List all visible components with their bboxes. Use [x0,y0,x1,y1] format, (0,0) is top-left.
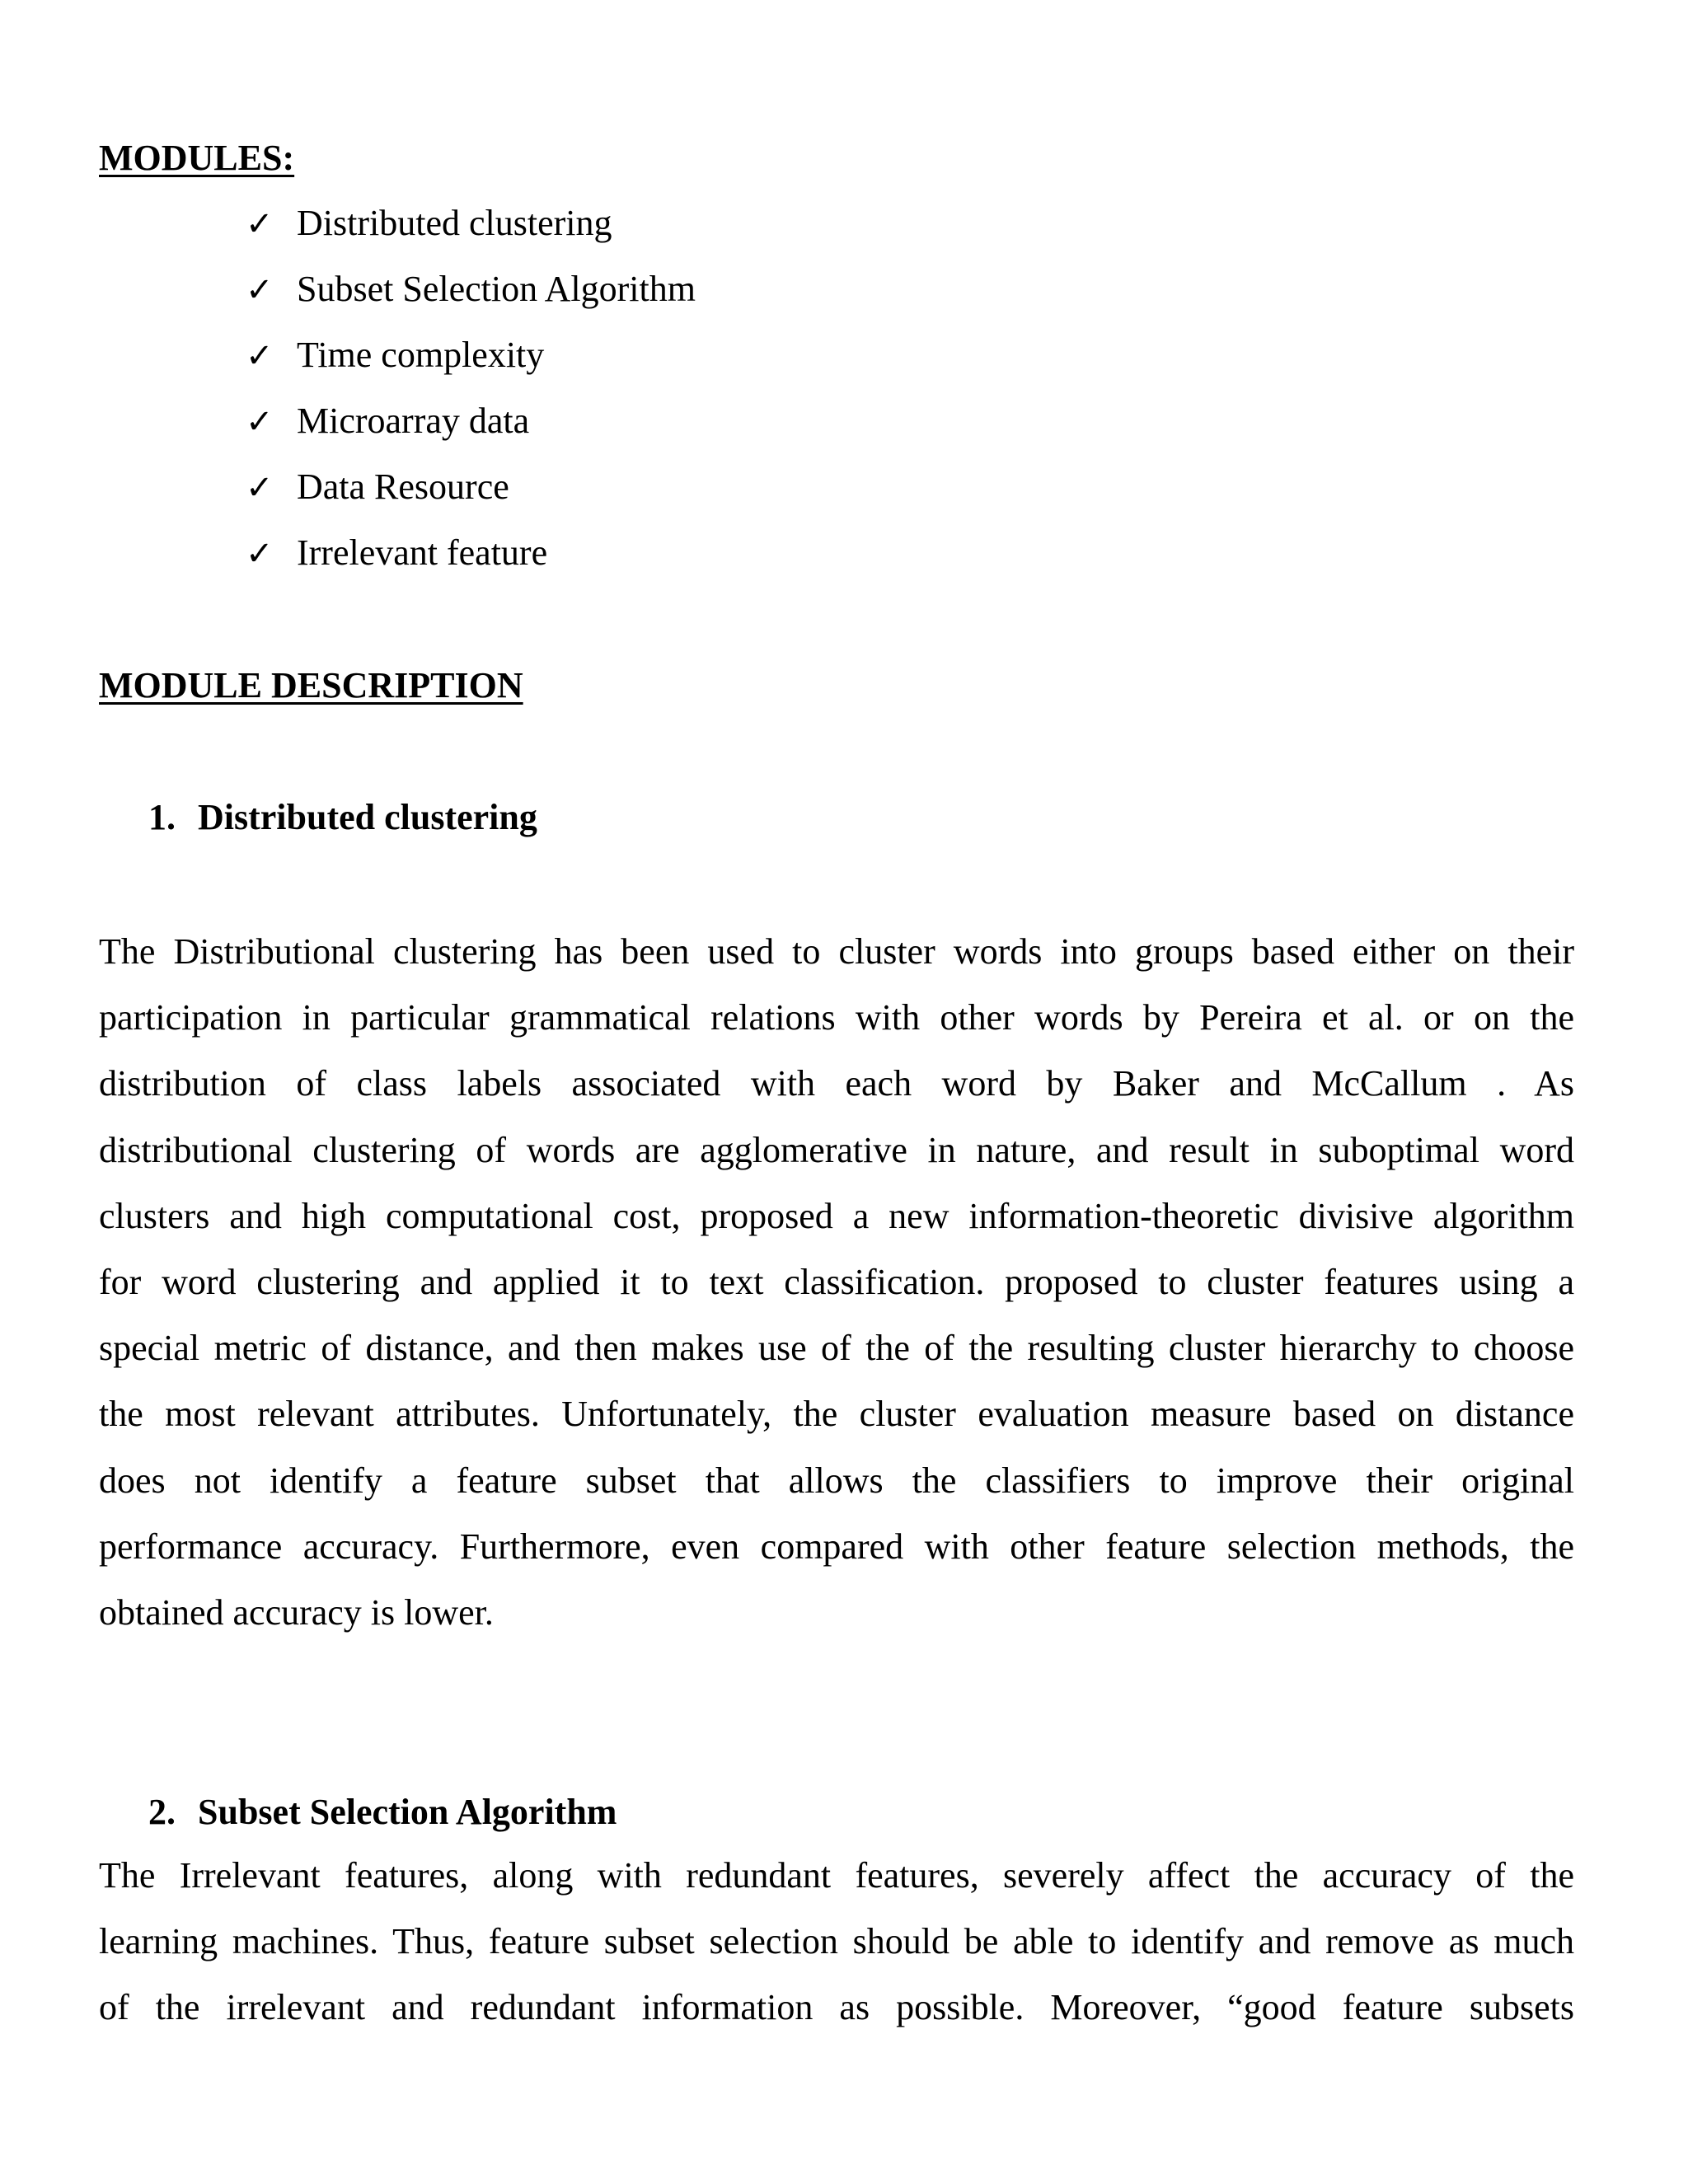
list-item [246,332,696,398]
paragraph-line: distributional clustering of words are agglomerative in nature, and result in suboptimal word [99,1129,1574,1170]
paragraph-line: of the irrelevant and redundant information as possible. Moreover, “good feature subsets [99,1987,1574,2028]
module-description-heading: MODULE DESCRIPTION [99,665,523,705]
paragraph-line: performance accuracy. Furthermore, even compared with other feature selection methods, the [99,1526,1574,1567]
section-1-paragraph [99,919,1574,1646]
checkmark-icon: ✓ [246,403,274,441]
list-item [246,200,696,266]
paragraph-line: special metric of distance, and then makes use of the of the resulting cluster hierarchy to choose [99,1328,1574,1369]
checkmark-icon: ✓ [246,271,274,309]
section-1-title [148,799,537,836]
paragraph-line: participation in particular grammatical relations with other words by Pereira et al. or on the [99,997,1574,1038]
section-2-paragraph [99,1843,1574,2041]
section-number: 1. [148,797,176,837]
paragraph-line: clusters and high computational cost, proposed a new information-theoretic divisive algorithm [99,1195,1574,1236]
checkmark-icon: ✓ [246,337,274,375]
checkmark-icon: ✓ [246,469,274,507]
paragraph-line: the most relevant attributes. Unfortunately, the cluster evaluation measure based on distance [99,1394,1574,1435]
list-item [246,464,696,530]
paragraph-line: The Irrelevant features, along with redundant features, severely affect the accuracy of the [99,1855,1574,1896]
list-item [246,398,696,464]
section-2-title [148,1794,617,1830]
paragraph-line: learning machines. Thus, feature subset selection should be able to identify and remove as much [99,1921,1574,1962]
paragraph-line: does not identify a feature subset that allows the classifiers to improve their original [99,1460,1574,1501]
module-label: Irrelevant feature [297,532,548,573]
list-item [246,266,696,332]
section-title-text: Subset Selection Algorithm [198,1792,617,1832]
modules-list [246,200,696,596]
module-label: Time complexity [297,335,545,375]
checkmark-icon: ✓ [246,535,274,573]
paragraph-line: distribution of class labels associated with each word by Baker and McCallum . As [99,1063,1574,1104]
modules-heading: MODULES: [99,138,295,178]
checkmark-icon: ✓ [246,205,274,243]
section-title-text: Distributed clustering [198,797,537,837]
module-label: Subset Selection Algorithm [297,269,696,309]
paragraph-line: for word clustering and applied it to text classification. proposed to cluster features using a [99,1261,1574,1302]
module-label: Distributed clustering [297,203,612,243]
module-label: Microarray data [297,401,530,441]
list-item [246,530,696,596]
paragraph-line: obtained accuracy is lower. [99,1591,494,1633]
paragraph-line: The Distributional clustering has been used to cluster words into groups based either on their [99,931,1574,972]
module-label: Data Resource [297,466,509,507]
section-number: 2. [148,1792,176,1832]
